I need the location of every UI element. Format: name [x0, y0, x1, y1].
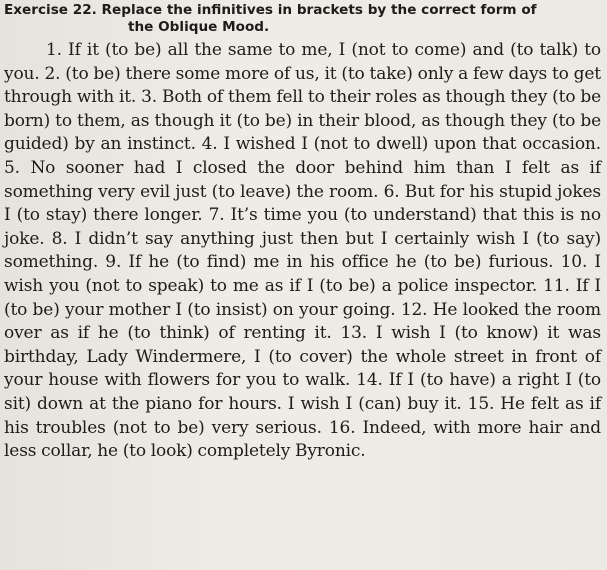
exercise-title-line2: the Oblique Mood.	[128, 19, 270, 35]
exercise-heading	[4, 2, 601, 36]
exercise-body: 1. If it (to be) all the same to me, I (not to come) and (to talk) to you. 2. (to be) there some more of us, it (to take) only a few days to get through with it. 3. Both of them fell to their roles as though they (to be born) to them, as though it (to be) in their blood, as though they (to be guided) by an instinct. 4. I wished I (not to dwell) upon that occasion. 5. No sooner had I closed the door behind him than I felt as if something very evil just (to leave) the room. 6. But for his stupid jokes I (to stay) there longer. 7. It’s time you (to understand) that this is no joke. 8. I didn’t say anything just then but I certainly wish I (to say) something. 9. If he (to find) me in his office he (to be) furious. 10. I wish you (not to speak) to me as if I (to be) a police inspector. 11. If I (to be) your mother I (to insist) on your going. 12. He looked the room over as if he (to think) of renting it. 13. I wish I (to know) it was birthday, Lady Windermere, I (to cover) the whole street in front of your house with flowers for you to walk. 14. If I (to have) a right I (to sit) down at the piano for hours. I wish I (can) buy it. 15. He felt as if his troubles (not to be) very serious. 16. Indeed, with more hair and less collar, he (to look) completely Byronic.	[4, 40, 601, 462]
exercise-title-line1: Exercise 22. Replace the infinitives in brackets by the correct form of	[4, 2, 537, 18]
